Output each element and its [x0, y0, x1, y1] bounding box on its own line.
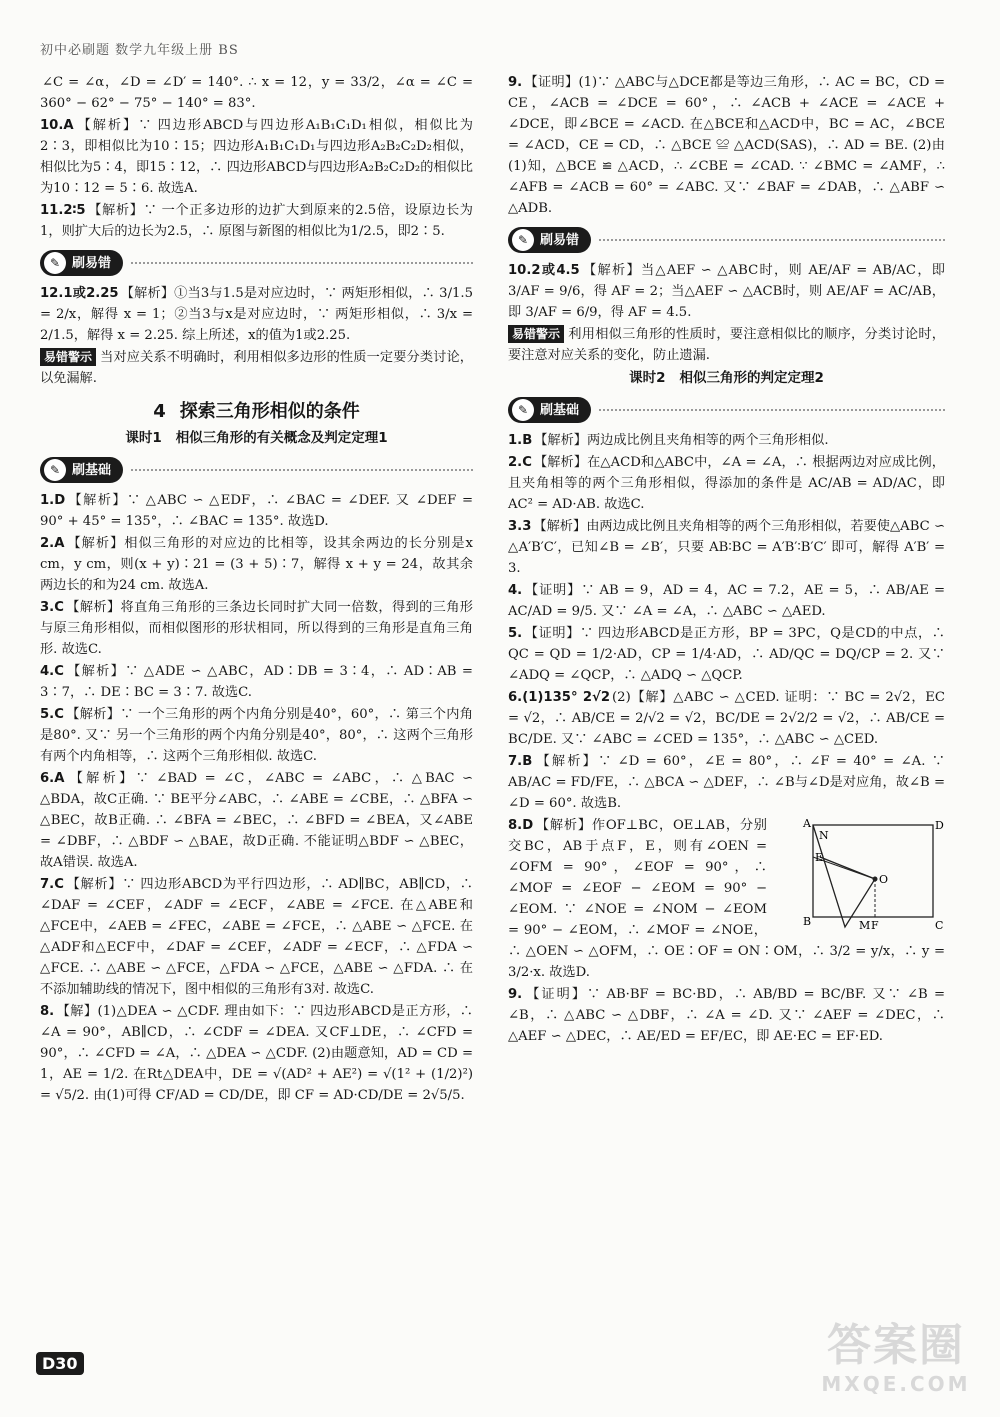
label-n: N	[819, 829, 829, 842]
pen-icon: ✎	[44, 252, 66, 274]
geometry-figure	[775, 817, 945, 937]
left-items-2	[40, 490, 473, 1106]
lesson-title: 课时2 相似三角形的判定定理2	[629, 370, 824, 386]
watermark-line2: MXQE.COM	[821, 1372, 971, 1396]
answer-item: 9. 【证明】∵ AB·BF = BC·BD，∴ AB/BD = BC/BF. 又∵ ∠B = ∠B，∴ △ABC ∽ △DBF，∴ ∠A = ∠D. 又∵ ∠AEF = ∠DEC，∴ △AEF ∽ △DEC，∴ AE/ED = EF/EC，即 AE·EC = EF·ED.	[508, 987, 945, 1044]
answer-item: 7.B 【解析】∵ ∠D = 60°，∠E = 80°，∴ ∠F = 40° = ∠A. ∵ AB/AC = FD/FE，∴ △BCA ∽ △DEF，∴ ∠B与∠D是对应角，故∠B = ∠D = 60°. 故选B.	[508, 754, 945, 811]
label-f: F	[871, 919, 879, 932]
left-column	[40, 72, 473, 1107]
page-number: D30	[36, 1352, 84, 1375]
square-figure-svg	[775, 817, 945, 937]
answer-item: 8. 【解】(1)△DEA ∽ △CDF. 理由如下：∵ 四边形ABCD是正方形，∴ ∠A = 90°，AB∥CD，∴ ∠CDF = ∠DEA. 又CF⊥DE，∴ ∠CFD = 90°，∴ ∠CFD = ∠A，∴ △DEA ∽ △CDF. (2)由题意知，AD = CD = 1，AE = 1/2. 在Rt△DEA中，DE = √(AD² + AE²) = √(1² + (1/2)²) = √5/2. 由(1)可得 CF/AD = CD/DE，即 CF = AD·CD/DE = 2√5/5.	[40, 1004, 473, 1103]
answer-item: 1.B 【解析】两边成比例且夹角相等的两个三角形相似.	[508, 433, 829, 448]
banner-yicuo-right: ✎ 刷易错	[508, 226, 945, 254]
answer-item: ∠C = ∠α，∠D = ∠D′ = 140°. ∴ x = 12，y = 33/2，∠α = ∠C = 360° − 62° − 75° − 140° = 83°.	[40, 75, 473, 111]
pen-icon: ✎	[44, 459, 66, 481]
answer-item: 10.2或4.5 【解析】当△AEF ∽ △ABC时，则 AE/AF = AB/AC，即 3/AF = 9/6，得 AF = 2；当△AEF ∽ △ACB时，则 AE/AF = AC/AB，即 3/AF = 6/9，得 AF = 4.5.	[508, 263, 945, 320]
answer-item: 5. 【证明】∵ 四边形ABCD是正方形，BP = 3PC，Q是CD的中点，∴ QC = QD = 1/2·AD，CP = 1/4·AD，∴ AD/QC = DQ/CP = 2. 又∵ ∠ADQ = ∠QCP，∴ △ADQ ∽ △QCP.	[508, 626, 945, 683]
banner-jichu-right: ✎ 刷基础	[508, 396, 945, 424]
answer-item: 4. 【证明】∵ AB = 9，AD = 4，AC = 7.2，AE = 5，∴ AB/AE = AC/AD = 9/5. 又∵ ∠A = ∠A，∴ △ABC ∽ △AED.	[508, 583, 945, 619]
answer-item: 4.C 【解析】∵ △ADE ∽ △ABC，AD∶DB = 3∶4，∴ AD∶AB = 3∶7，∴ DE∶BC = 3∶7. 故选C.	[40, 664, 473, 700]
answer-item: 3.C 【解析】将直角三角形的三条边长同时扩大同一倍数，得到的三角形与原三角形相似，而相似图形的形状相同，所以得到的三角形是直角三角形. 故选C.	[40, 600, 473, 657]
right-items-2	[508, 430, 945, 1047]
watermark-logo	[816, 1320, 976, 1400]
label-m: M	[859, 919, 871, 932]
answer-item: 6.(1)135° 2√2 (2)【解】△ABC ∽ △CED. 证明：∵ BC = 2√2，EC = √2，∴ AB/CE = 2/√2 = √2，BC/DE = 2√2/2 = √2，∴ AB/CE = BC/DE. 又∵ ∠ABC = ∠CED = 135°，∴ △ABC ∽ △CED.	[508, 690, 945, 747]
answer-item: 3.3 【解析】由两边成比例且夹角相等的两个三角形相似，若要使△ABC ∽ △A′B′C′，已知∠B = ∠B′，只要 AB∶BC = A′B′∶B′C′ 即可，解得 A′B′ = 3.	[508, 519, 945, 576]
answer-item: 2.C 【解析】在△ACD和△ABC中，∠A = ∠A，∴ 根据两边对应成比例，且夹角相等的两个三角形相似，得添加的条件是 AC/AB = AD/AC，即 AC² = AD·AB. 故选C.	[508, 455, 945, 512]
section-title: 4 探索三角形相似的条件	[153, 401, 360, 422]
answer-item: 9. 【证明】(1)∵ △ABC与△DCE都是等边三角形，∴ AC = BC，CD = CE，∠ACB = ∠DCE = 60°，∴ ∠ACB + ∠ACE = ∠ACE + ∠DCE，即∠BCE = ∠ACD. 在△BCE和△ACD中，BC = AC，∠BCE = ∠ACD，CE = CD，∴ △BCE ≌ △ACD(SAS)，∴ AD = BE. (2)由(1)知，△BCE ≌ △ACD，∴ ∠CBE = ∠CAD. ∵ ∠BMC = ∠AMF，∴ ∠AFB = ∠ACB = 60° = ∠ABC. 又∵ ∠BAF = ∠DAB，∴ △ABF ∽ △ADB.	[508, 75, 945, 216]
point-o	[873, 877, 878, 882]
banner-yicuo-left: ✎ 刷易错	[40, 249, 473, 277]
label-o: O	[879, 873, 889, 886]
page-header: 初中必刷题 数学九年级上册 BS	[40, 43, 239, 58]
tip-label: 易错警示	[40, 348, 96, 366]
label-a: A	[803, 817, 811, 830]
pen-icon: ✎	[512, 229, 534, 251]
answer-item: 5.C 【解析】∵ 一个三角形的两个内角分别是40°，60°，∴ 第三个内角是80°. 又∵ 另一个三角形的两个内角分别是40°，80°，∴ 这两个三角形有两个内角相等，∴ 这两个三角形相似. 故选C.	[40, 707, 473, 764]
answer-item: 8.D 【解析】作OF⊥BC，OE⊥AB，分别交BC，AB于点F，E，则有∠OEN = ∠OFM = 90°，∠EOF = 90°，∴ ∠MOF = ∠EOF − ∠EOM = 90° − ∠EOM. ∵ ∠NOE = ∠NOM − ∠EOM = 90° − ∠EOM，∴ ∠MOF = ∠NOE，∴ △OEN ∽ △OFM，∴ OE∶OF = ON∶OM，∴ 3/2 = y/x，∴ y = 3/2·x. 故选D.	[508, 818, 945, 980]
label-b: B	[803, 915, 812, 928]
watermark-line1: 答案圈	[827, 1320, 965, 1371]
answer-item: 6.A 【解析】∵ ∠BAD = ∠C，∠ABC = ∠ABC，∴ △BAC ∽ △BDA，故C正确. ∵ BE平分∠ABC，∴ ∠ABE = ∠CBE，∴ △BFA ∽ △BEC，故B正确. ∴ ∠BFA = ∠BEC，∴ ∠BFD = ∠BEA，又∠ABE = ∠DBF，∴ △BDF ∽ △BAE，故D正确. 不能证明△BDF ∽ △BEC，故A错误. 故选A.	[40, 771, 473, 870]
tip-label: 易错警示	[508, 325, 564, 343]
square-abcd	[813, 825, 933, 917]
lesson-title: 课时1 相似三角形的有关概念及判定定理1	[125, 430, 388, 446]
error-tip: 易错警示 利用相似三角形的性质时，要注意相似比的顺序，分类讨论时，要注意对应关系的变化，防止遗漏.	[508, 327, 945, 363]
answer-item: 11.2∶5 【解析】∵ 一个正多边形的边扩大到原来的2.5倍，设原边长为1，则扩大后的边长为2.5，∴ 原图与新图的相似比为1/2.5，即2∶5.	[40, 203, 473, 239]
answer-item: 1.D 【解析】∵ △ABC ∽ △EDF，∴ ∠BAC = ∠DEF. 又 ∠DEF = 90° + 45° = 135°，∴ ∠BAC = 135°. 故选D.	[40, 493, 473, 529]
label-d: D	[935, 819, 944, 832]
right-column	[508, 72, 945, 1048]
label-c: C	[935, 919, 944, 932]
left-items	[40, 72, 473, 242]
answer-item: 10.A 【解析】∵ 四边形ABCD与四边形A₁B₁C₁D₁相似，相似比为2∶3，即相似比为10∶15；四边形A₁B₁C₁D₁与四边形A₂B₂C₂D₂相似，相似比为5∶4，即15∶12，∴ 四边形ABCD与四边形A₂B₂C₂D₂的相似比为10∶12 = 5∶6. 故选A.	[40, 118, 473, 196]
error-tip: 易错警示 当对应关系不明确时，利用相似多边形的性质一定要分类讨论，以免漏解.	[40, 350, 473, 386]
pen-icon: ✎	[512, 399, 534, 421]
answer-item: 12.1或2.25 【解析】①当3与1.5是对应边时，∵ 两矩形相似，∴ 3/1.5 = 2/x，解得 x = 1；②当3与x是对应边时，∵ 两矩形相似，∴ 3/x = 2/1.5，解得 x = 2.25. 综上所述，x的值为1或2.25.	[40, 286, 473, 343]
answer-item: 7.C 【解析】∵ 四边形ABCD为平行四边形，∴ AD∥BC，AB∥CD，∴ ∠DAF = ∠CEF，∠ADF = ∠ECF，∠ABE = ∠FCE. 在△ABE和△FCE中，∠AEB = ∠FEC，∠ABE = ∠FCE，∴ △ABE ∽ △FCE. 在△ADF和△ECF中，∠DAF = ∠CEF，∠ADF = ∠ECF，∴ △FDA ∽ △FCE. ∴ △ABE ∽ △FCE，△FDA ∽ △FCE，△ABE ∽ △FDA. ∴ 在不添加辅助线的情况下，图中相似的三角形有3对. 故选C.	[40, 877, 473, 997]
banner-jichu-left: ✎ 刷基础	[40, 456, 473, 484]
label-e: E	[815, 851, 824, 864]
answer-item: 2.A 【解析】相似三角形的对应边的比相等，设其余两边的长分别是x cm，y cm，则(x + y)∶21 = (3 + 5)∶7，解得 x + y = 24，故其余两边长的和为24 cm. 故选A.	[40, 536, 473, 593]
